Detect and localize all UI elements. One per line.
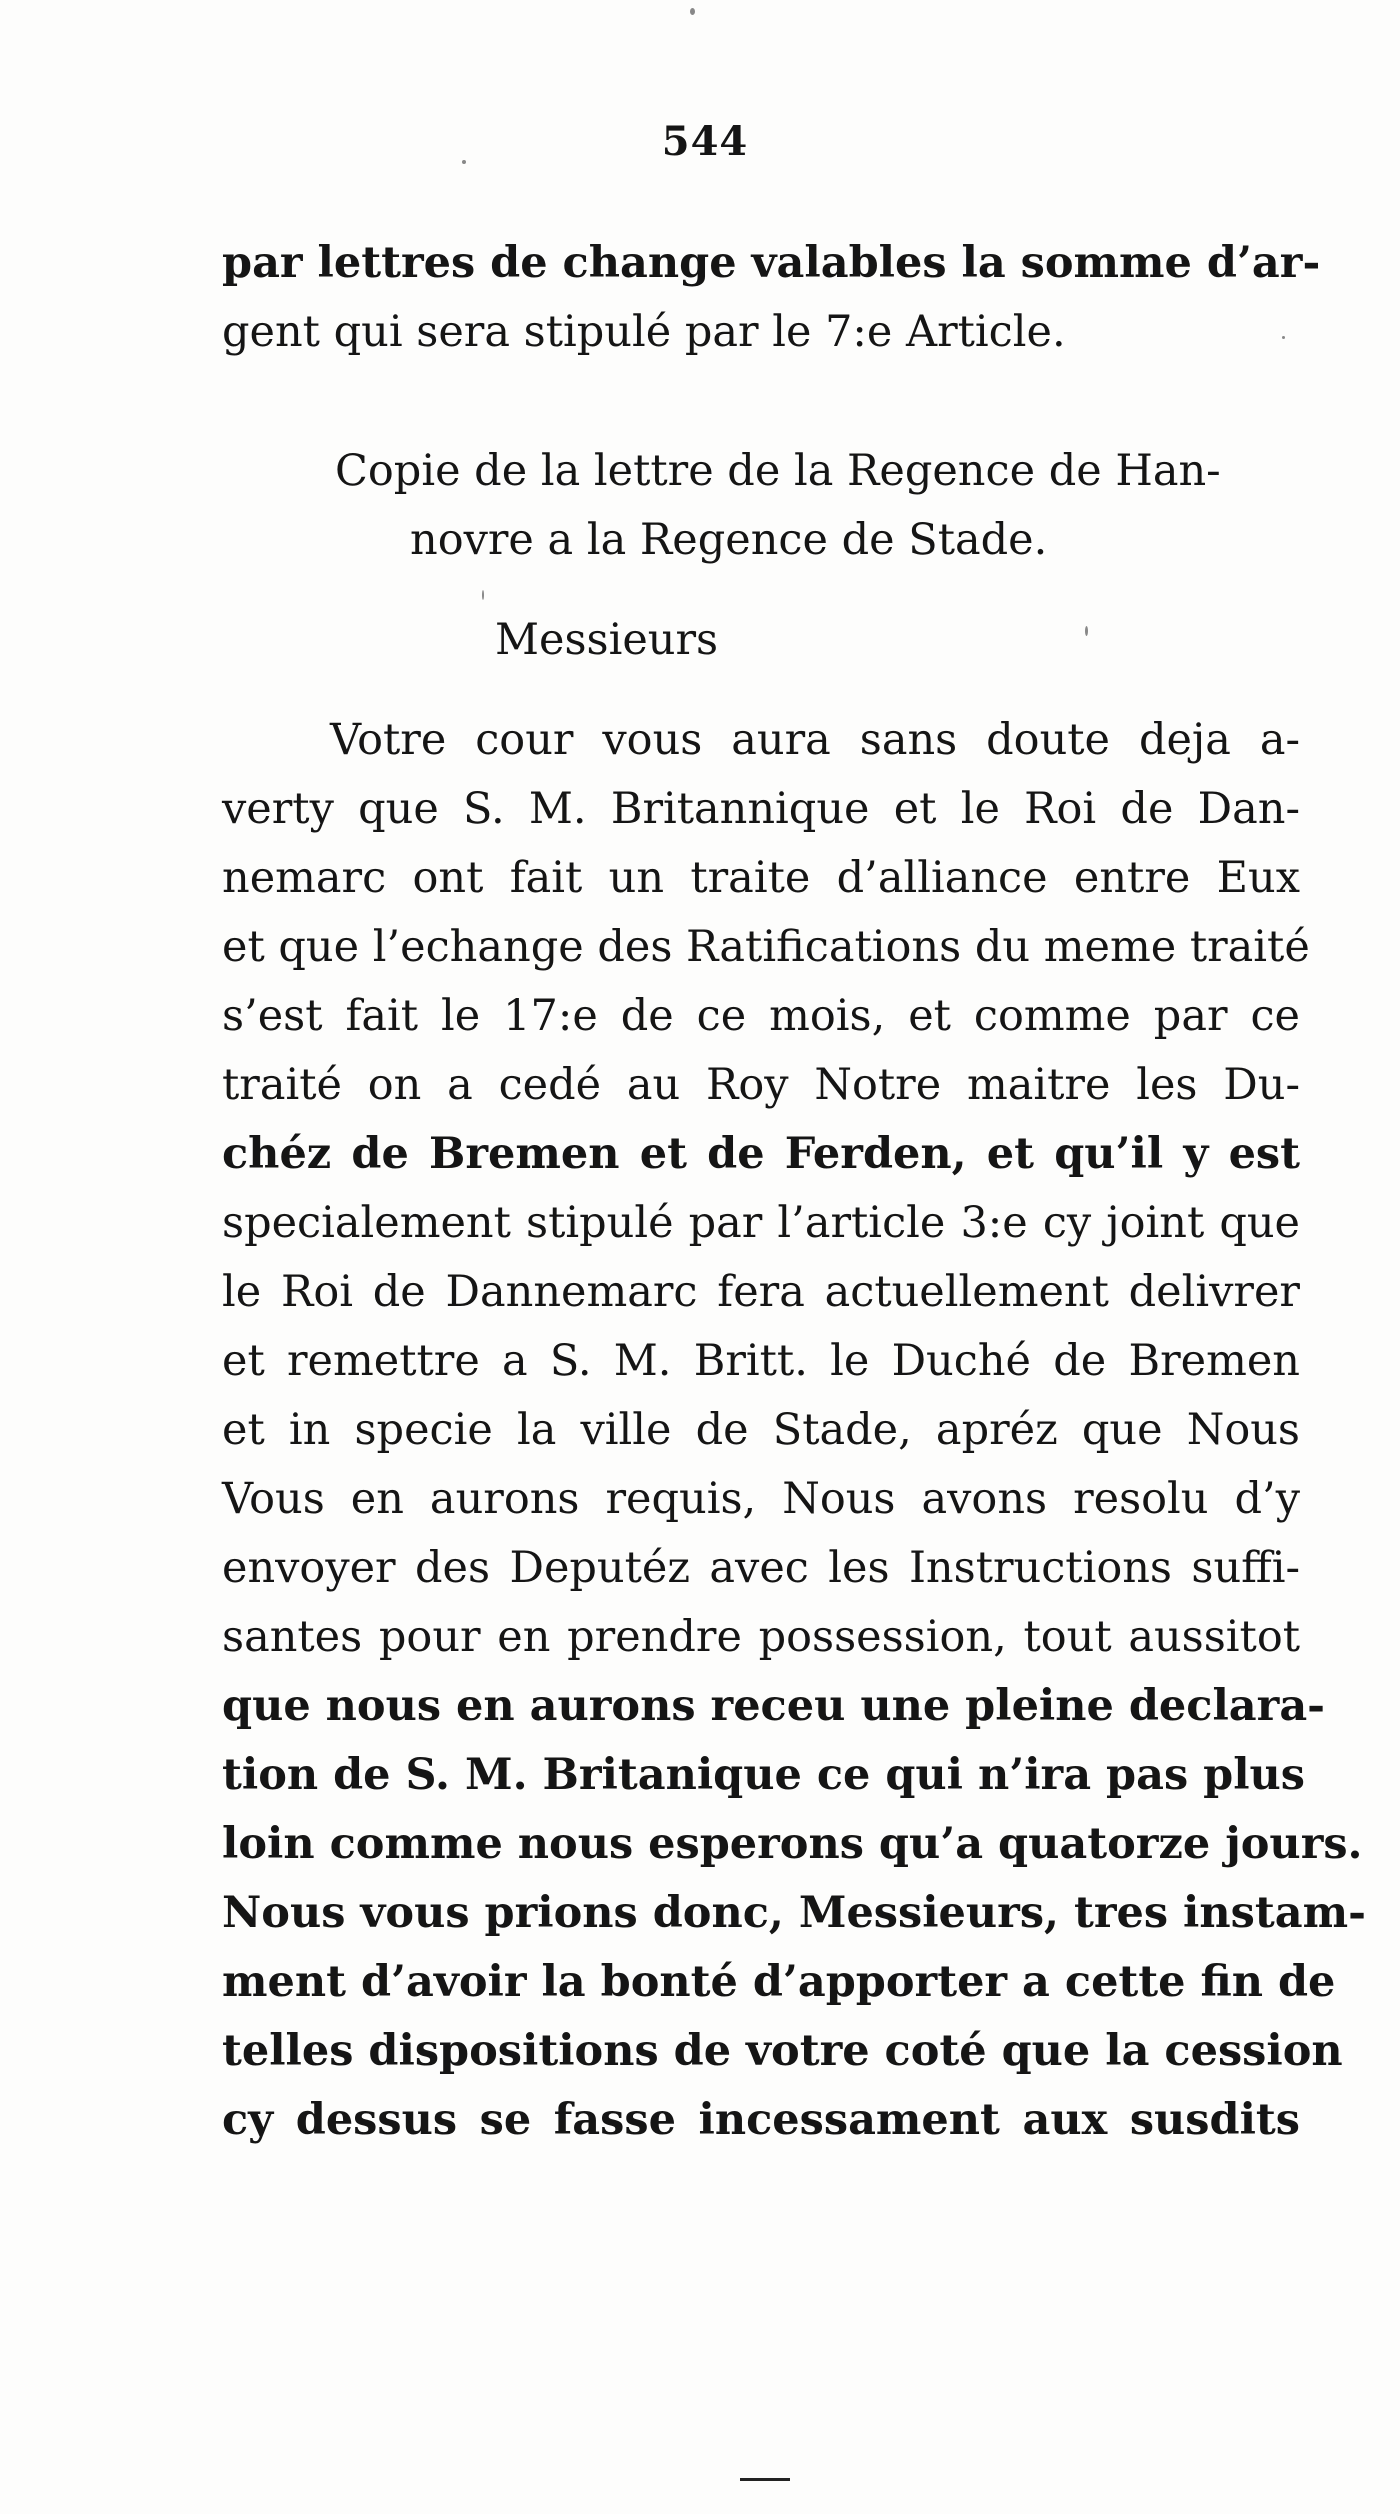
scan-speck <box>462 160 466 164</box>
letter-body-line: cy dessus se fasse incessament aux susdits <box>222 2095 1300 2145</box>
scan-speck <box>690 8 695 15</box>
letter-body-line: santes pour en prendre possession, tout aussitot <box>222 1612 1300 1662</box>
letter-title-line-1: Copie de la lettre de la Regence de Han- <box>335 446 1221 496</box>
scan-speck <box>482 590 484 600</box>
letter-body-line: traité on a cedé au Roy Notre maitre les Du- <box>222 1060 1300 1110</box>
letter-body-line: specialement stipulé par l’article 3:e cy joint que <box>222 1198 1300 1248</box>
letter-body-line: nemarc ont fait un traite d’alliance entre Eux <box>222 853 1300 903</box>
letter-body-line: verty que S. M. Britannique et le Roi de Dan- <box>222 784 1300 834</box>
footer-rule <box>740 2478 790 2481</box>
scan-speck <box>1282 336 1285 339</box>
letter-body-line: telles dispositions de votre coté que la cession <box>222 2026 1343 2076</box>
letter-body-line: chéz de Bremen et de Ferden, et qu’il y est <box>222 1129 1300 1179</box>
letter-body-line: et in specie la ville de Stade, apréz que Nous <box>222 1405 1300 1455</box>
letter-body-line: et remettre a S. M. Britt. le Duché de Bremen <box>222 1336 1300 1386</box>
letter-body-line: le Roi de Dannemarc fera actuellement delivrer <box>222 1267 1300 1317</box>
letter-body-line: Votre cour vous aura sans doute deja a- <box>330 715 1300 765</box>
letter-body-line: et que l’echange des Ratifications du meme traité <box>222 922 1310 972</box>
scan-speck <box>1085 626 1088 636</box>
text-line-continuation-2: gent qui sera stipulé par le 7:e Article. <box>222 307 1066 357</box>
letter-body-line: Nous vous prions donc, Messieurs, tres instam- <box>222 1888 1366 1938</box>
letter-body-line: ment d’avoir la bonté d’apporter a cette fin de <box>222 1957 1336 2007</box>
letter-body-line: tion de S. M. Britanique ce qui n’ira pas plus <box>222 1750 1305 1800</box>
letter-body-line: loin comme nous esperons qu’a quatorze jours. <box>222 1819 1363 1869</box>
letter-body-line: Vous en aurons requis, Nous avons resolu d’y <box>222 1474 1300 1524</box>
text-line-continuation-1: par lettres de change valables la somme d’ar- <box>222 238 1321 288</box>
letter-title-line-2: novre a la Regence de Stade. <box>410 515 1048 565</box>
page-number: 544 <box>661 118 749 165</box>
letter-salutation: Messieurs <box>495 615 719 665</box>
letter-body-line: s’est fait le 17:e de ce mois, et comme par ce <box>222 991 1300 1041</box>
letter-body-line: envoyer des Deputéz avec les Instructions suffi- <box>222 1543 1300 1593</box>
letter-body-line: que nous en aurons receu une pleine declara- <box>222 1681 1326 1731</box>
